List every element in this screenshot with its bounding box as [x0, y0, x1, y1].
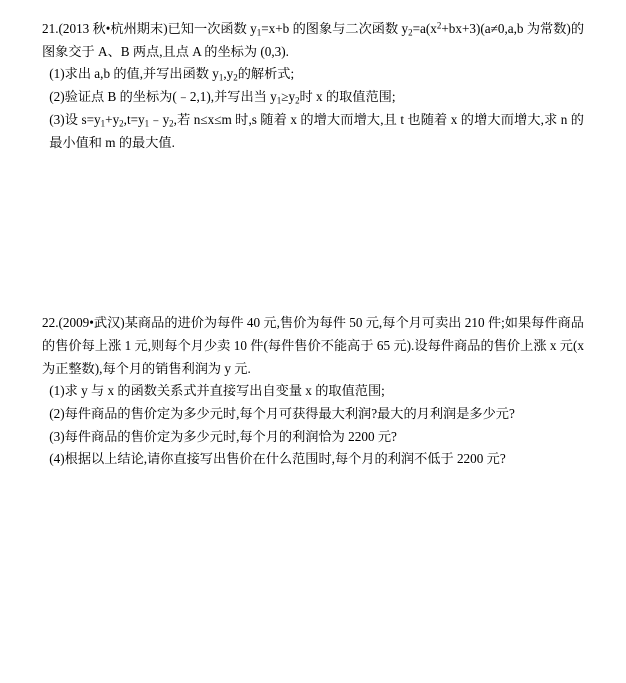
problem-21-item-3-label: (3) [49, 111, 65, 127]
problem-22-item-4-label: (4) [49, 451, 65, 467]
problem-21-item-3-text-c: ,t=y [123, 111, 145, 127]
problem-22-item-3-text: 每件商品的售价定为多少元时,每个月的利润恰为 2200 元? [64, 428, 397, 444]
problem-22-stem-text: 某商品的进价为每件 40 元,售价为每件 50 元,每个月可卖出 210 件;如果每件商品的售价每上涨 1 元,则每个月少卖 10 件(每件售价不能高于 65 元).设每件商品的售价上涨 x 元(x 为正整数),每个月的销售利润为 y 元. [42, 315, 584, 376]
problem-21-item-3-sub-d: 2 [169, 118, 174, 129]
problem-21-item-3-sub-b: 2 [119, 118, 124, 129]
problem-21-item-3-text-e: ,若 n≤x≤m 时,s 随着 x 的增大而增大,且 t 也随着 x 的增大而增大,求 n 的最小值和 m 的最大值. [49, 111, 584, 150]
problem-22-item-2-text: 每件商品的售价定为多少元时,每个月可获得最大利润?最大的月利润是多少元? [64, 406, 515, 422]
problem-21-stem-part2: =x+b 的图象与二次函数 y [261, 21, 409, 36]
problem-21-item-2-text-a: 验证点 B 的坐标为(﹣2,1),并写出当 y [64, 89, 277, 105]
problem-21-source: (2013 秋•杭州期末) [58, 21, 168, 36]
problem-22-stem: 22.(2009•武汉)某商品的进价为每件 40 元,售价为每件 50 元,每个月可卖出 210 件;如果每件商品的售价每上涨 1 元,则每个月少卖 10 件(每件售价不能高于 65 元).设每件商品的售价上涨 x 元(x 为正整数),每个月的销售利润为 y 元. [42, 315, 584, 376]
problem-22-item-1-text: 求 y 与 x 的函数关系式并直接写出自变量 x 的取值范围; [64, 383, 385, 399]
problem-21-number: 21 [42, 21, 56, 36]
problem-21-item-1-label: (1) [49, 66, 65, 82]
problem-22-item-3 [42, 426, 584, 449]
problem-22-number: 22 [42, 315, 56, 331]
problem-21-stem-part4: +bx+3)(a≠0,a,b 为常数)的图象交于 A、B 两点,且点 A 的坐标为 (0,3). [42, 21, 585, 59]
problem-22 [42, 312, 584, 471]
problem-22-source: (2009•武汉) [58, 315, 125, 331]
problem-21-item-1-text-a: 求出 a,b 的值,并写出函数 y [64, 66, 219, 82]
problem-21-item-1-sub-a: 1 [218, 72, 224, 83]
problem-21-item-2-text-b: ≥y [281, 89, 296, 105]
problem-21-item-2-sub-a: 1 [276, 95, 282, 106]
problem-21-item-3-text-d: ﹣y [149, 111, 170, 127]
problem-22-item-4-text: 根据以上结论,请你直接写出售价在什么范围时,每个月的利润不低于 2200 元? [64, 451, 506, 467]
problem-21-item-3-text-b: +y [105, 111, 120, 127]
problem-21-item-2-label: (2) [49, 89, 65, 105]
problem-22-item-2 [42, 403, 584, 426]
problem-21-item-2-text-c: 时 x 的取值范围; [299, 89, 396, 105]
problem-21-stem-part1: 已知一次函数 y [167, 21, 257, 36]
problem-21-sub-2: 2 [408, 27, 413, 38]
problem-21-item-1-text-b: ,y [223, 66, 234, 82]
problem-21-item-3 [42, 109, 584, 154]
problem-21-sup-1: 2 [436, 20, 442, 31]
problem-21-stem-part3: =a(x [412, 21, 437, 36]
problem-21-item-1-text-c: 的解析式; [237, 66, 295, 82]
problem-21-item-3-sub-a: 1 [100, 118, 106, 129]
problem-21-sub-1: 1 [256, 27, 262, 38]
problem-21-item-2 [42, 86, 584, 109]
problem-21-item-1-sub-b: 2 [233, 72, 238, 83]
problem-22-item-1 [42, 380, 584, 403]
problem-21-item-3-text-a: 设 s=y [64, 111, 101, 127]
problem-22-item-1-label: (1) [49, 383, 65, 399]
problem-22-item-2-label: (2) [49, 406, 65, 422]
problem-21-stem: 21.(2013 秋•杭州期末)已知一次函数 $y_1=x+b$ 的图象与二次函数 $y_2=a(x^2+bx+3)(a\ne 0,a,b$ 为常数)的图象交于 A、B 两点,且点 A 的坐标为 (0,3). [42, 20, 585, 59]
problem-22-item-4 [42, 448, 584, 471]
problem-21-item-3-sub-c: 1 [144, 118, 150, 129]
problem-22-item-3-label: (3) [49, 428, 65, 444]
problem-21-item-1 [42, 63, 584, 86]
problem-21-item-2-sub-b: 2 [295, 95, 300, 106]
problem-21 [42, 18, 584, 154]
